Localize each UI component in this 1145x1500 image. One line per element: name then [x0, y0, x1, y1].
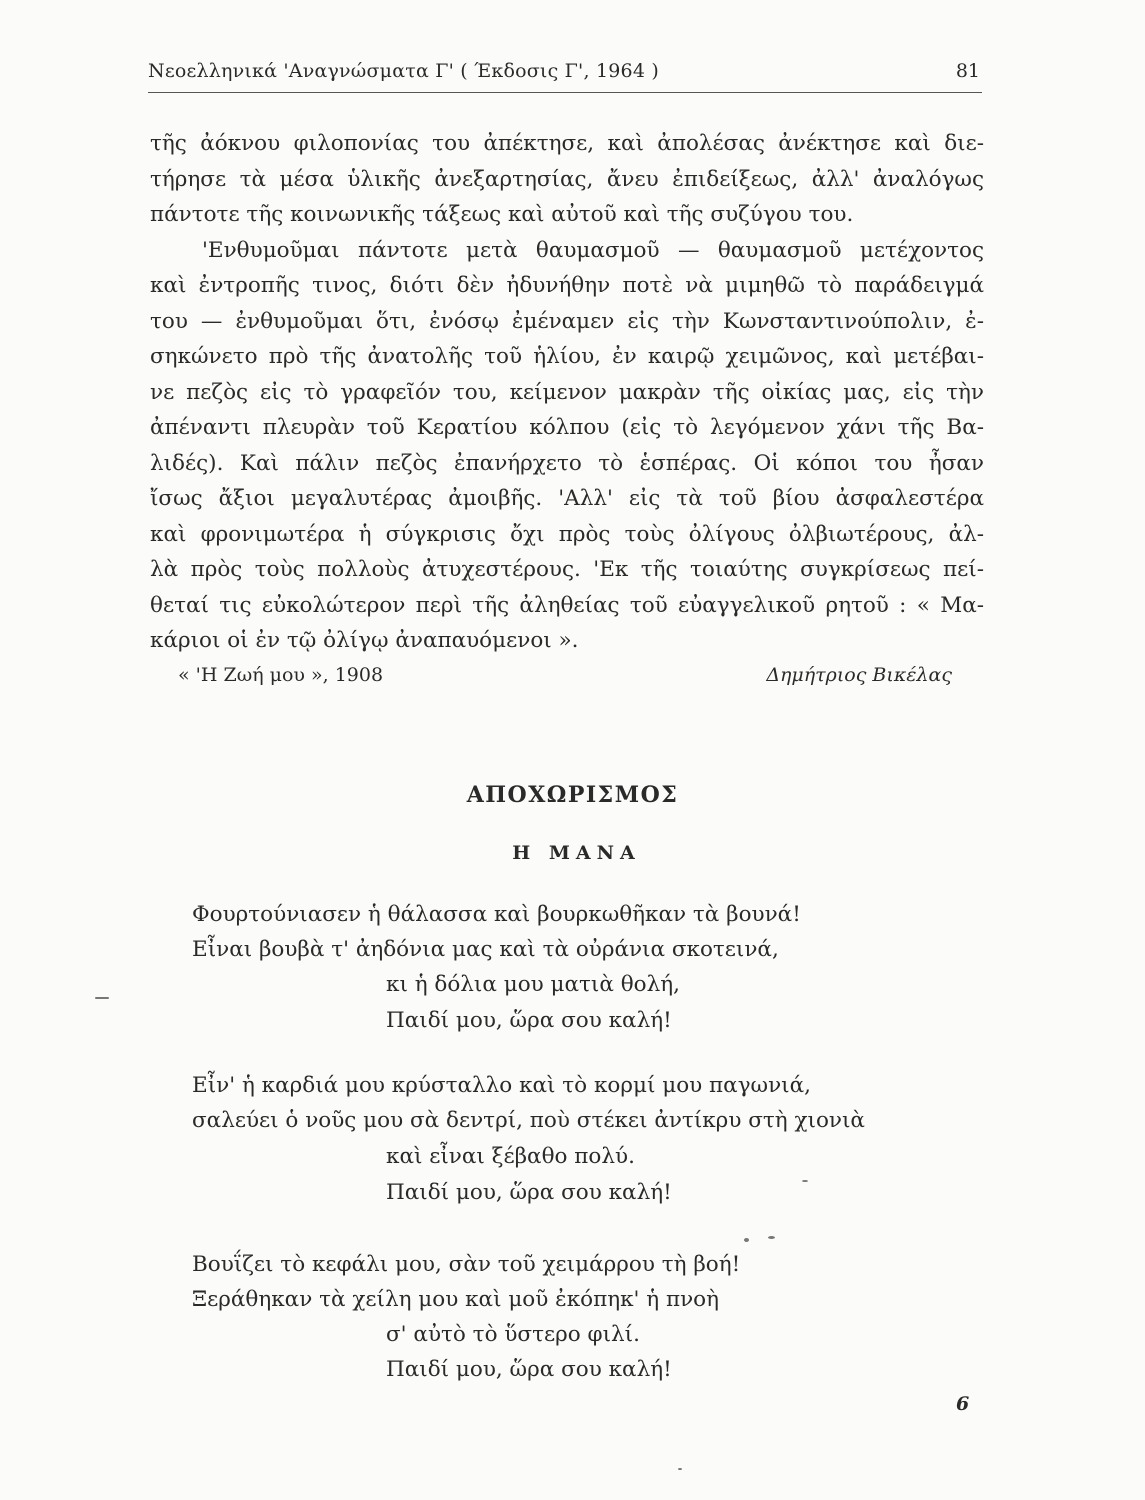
prose-paragraphs	[150, 126, 984, 659]
prose-line: ἀπέναντι πλευρὰν τοῦ Κερατίου κόλπου (εἰς τὸ λεγόμενον χάνι τῆς Βα-	[150, 415, 984, 440]
poem-verse: Παιδί μου, ὥρα σου καλή!	[386, 1008, 672, 1033]
poem-verse: Παιδί μου, ὥρα σου καλή!	[386, 1357, 672, 1382]
prose-line: τήρησε τὰ μέσα ὑλικῆς ἀνεξαρτησίας, ἄνευ ἐπιδείξεως, ἀλλ' ἀναλόγως	[150, 166, 984, 192]
prose-line: λιδές). Καὶ πάλιν πεζὸς ἐπανήρχετο τὸ ἑσπέρας. Οἱ κόποι του ἦσαν	[150, 450, 984, 476]
poem-verse: κι ἡ δόλια μου ματιὰ θολή,	[386, 972, 680, 997]
prose-line: πάντοτε τῆς κοινωνικῆς τάξεως καὶ αὐτοῦ καὶ τῆς συζύγου του.	[150, 202, 854, 227]
poem-verse: Παιδί μου, ὥρα σου καλή!	[386, 1180, 672, 1205]
poem-verse: Βουΐζει τὸ κεφάλι μου, σὰν τοῦ χειμάρρου τὴ βοή!	[192, 1252, 741, 1277]
source-citation: « 'Η Ζωή μου », 1908	[178, 664, 384, 686]
author-name: Δημήτριος Βικέλας	[766, 664, 952, 686]
prose-line: ἴσως ἄξιοι μεγαλυτέρας ἀμοιβῆς. 'Αλλ' εἰς τὰ τοῦ βίου ἀσφαλεστέρα	[150, 486, 984, 511]
ink-speck	[768, 1236, 775, 1239]
running-header	[148, 58, 982, 93]
prose-line: τῆς ἀόκνου φιλοπονίας του ἀπέκτησε, καὶ ἀπολέσας ἀνέκτησε καὶ διε-	[150, 131, 984, 156]
ink-speck	[678, 1468, 682, 1470]
prose-line: σηκώνετο πρὸ τῆς ἀνατολῆς τοῦ ἡλίου, ἐν καιρῷ χειμῶνος, καὶ μετέβαι-	[150, 344, 984, 369]
poem-verse: Εἶν' ἡ καρδιά μου κρύσταλλο καὶ τὸ κορμί μου παγωνιά,	[192, 1073, 811, 1098]
prose-line: 'Ενθυμοῦμαι πάντοτε μετὰ θαυμασμοῦ — θαυμασμοῦ μετέχοντος	[202, 237, 984, 263]
poem-title: ΑΠΟΧΩΡΙΣΜΟΣ	[466, 782, 679, 808]
prose-line: νε πεζὸς εἰς τὸ γραφεῖόν του, κείμενον μακρὰν τῆς οἰκίας μας, εἰς τὴν	[150, 379, 984, 405]
poem-verse: καὶ εἶναι ξέβαθο πολύ.	[386, 1144, 635, 1169]
poem-verse: Ξεράθηκαν τὰ χείλη μου καὶ μοῦ ἐκόπηκ' ἡ πνοὴ	[192, 1287, 720, 1312]
poem-subtitle: Η ΜΑΝΑ	[512, 842, 641, 864]
poem-verse: σ' αὐτὸ τὸ ὕστερο φιλί.	[386, 1322, 640, 1347]
poem-verse: Φουρτούνιασεν ἡ θάλασσα καὶ βουρκωθῆκαν τὰ βουνά!	[192, 902, 801, 927]
ink-speck	[802, 1180, 808, 1182]
running-title: Νεοελληνικά 'Αναγνώσματα Γ' ( Έκδοσις Γ', 1964 )	[148, 60, 659, 82]
prose-line: καὶ ἐντροπῆς τινος, διότι δὲν ἠδυνήθην ποτὲ νὰ μιμηθῶ τὸ παράδειγμά	[150, 273, 984, 298]
page-number: 81	[955, 60, 980, 82]
ink-speck	[744, 1238, 749, 1242]
poem-verse: Εἶναι βουβὰ τ' ἀηδόνια μας καὶ τὰ οὐράνια σκοτεινά,	[192, 937, 779, 962]
prose-line: κάριοι οἱ ἐν τῷ ὀλίγῳ ἀναπαυόμενοι ».	[150, 628, 579, 653]
prose-line: του — ἐνθυμοῦμαι ὅτι, ἐνόσῳ ἐμέναμεν εἰς τὴν Κωνσταντινούπολιν, ἐ-	[150, 308, 984, 334]
signature-mark: 6	[956, 1393, 970, 1415]
ink-speck	[95, 997, 109, 999]
prose-line: καὶ φρονιμωτέρα ἡ σύγκρισις ὄχι πρὸς τοὺς ὀλίγους ὀλβιωτέρους, ἀλ-	[150, 521, 984, 547]
poem-verse: σαλεύει ὁ νοῦς μου σὰ δεντρί, ποὺ στέκει ἀντίκρυ στὴ χιονιὰ	[192, 1108, 865, 1133]
prose-line: θεταί τις εὐκολώτερον περὶ τῆς ἀληθείας τοῦ εὐαγγελικοῦ ρητοῦ : « Μα-	[150, 592, 984, 618]
prose-line: λὰ πρὸς τοὺς πολλοὺς ἀτυχεστέρους. 'Εκ τῆς τοιαύτης συγκρίσεως πεί-	[150, 557, 984, 582]
